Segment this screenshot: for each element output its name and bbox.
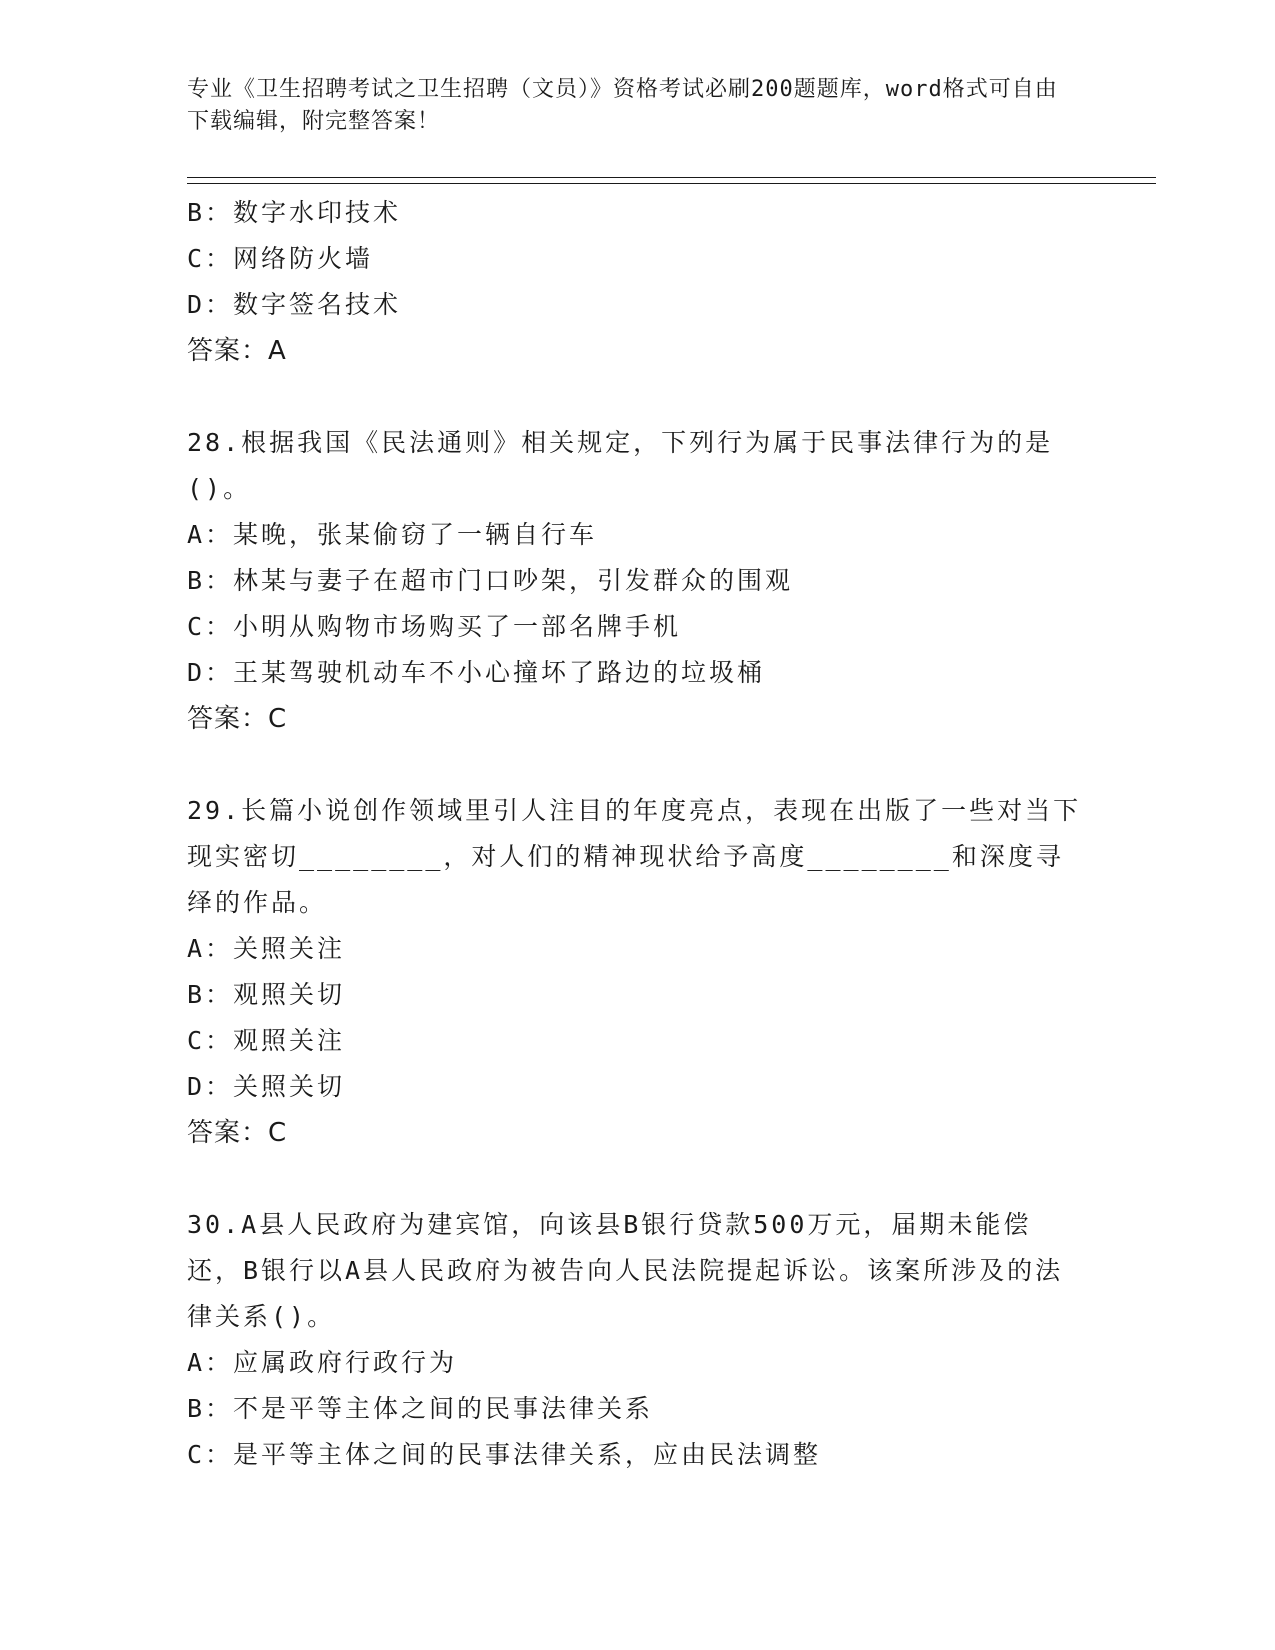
- answer-line: 答案：C: [187, 1118, 288, 1148]
- option-c: C：是平等主体之间的民事法律关系，应由民法调整: [187, 1440, 822, 1469]
- question-list: [187, 190, 1087, 1478]
- question-29: [187, 788, 1087, 1156]
- spacer: [187, 1156, 1087, 1202]
- spacer: [187, 374, 1087, 420]
- option-a: A：应属政府行政行为: [187, 1348, 458, 1377]
- document-header: 专业《卫生招聘考试之卫生招聘（文员）》资格考试必刷200题题库，word格式可自由下载编辑，附完整答案！: [187, 77, 1058, 134]
- answer-line: 答案：C: [187, 704, 288, 734]
- header-divider-top: [187, 177, 1156, 178]
- option-d: D：关照关切: [187, 1072, 346, 1101]
- option-c: C：网络防火墙: [187, 244, 374, 273]
- option-d: D：数字签名技术: [187, 290, 402, 319]
- option-b: B：不是平等主体之间的民事法律关系: [187, 1394, 654, 1423]
- option-c: C：观照关注: [187, 1026, 346, 1055]
- question-stem: 28.根据我国《民法通则》相关规定，下列行为属于民事法律行为的是()。: [187, 428, 1054, 503]
- option-b: B：观照关切: [187, 980, 346, 1009]
- option-b: B：数字水印技术: [187, 198, 402, 227]
- question-30: [187, 1202, 1087, 1478]
- answer-line: 答案：A: [187, 336, 287, 366]
- spacer: [187, 742, 1087, 788]
- option-a: A：某晚，张某偷窃了一辆自行车: [187, 520, 598, 549]
- question-stem: 29.长篇小说创作领域里引人注目的年度亮点，表现在出版了一些对当下现实密切________，对人们的精神现状给予高度________和深度寻绎的作品。: [187, 796, 1082, 917]
- question-28: [187, 420, 1087, 742]
- question-stem: 30.A县人民政府为建宾馆，向该县B银行贷款500万元，届期未能偿还，B银行以A县人民政府为被告向人民法院提起诉讼。该案所涉及的法律关系()。: [187, 1210, 1064, 1331]
- option-c: C：小明从购物市场购买了一部名牌手机: [187, 612, 682, 641]
- option-b: B：林某与妻子在超市门口吵架，引发群众的围观: [187, 566, 794, 595]
- question-27-continued: [187, 190, 1087, 374]
- header-divider-bottom: [187, 183, 1156, 184]
- option-a: A：关照关注: [187, 934, 346, 963]
- option-d: D：王某驾驶机动车不小心撞坏了路边的垃圾桶: [187, 658, 766, 687]
